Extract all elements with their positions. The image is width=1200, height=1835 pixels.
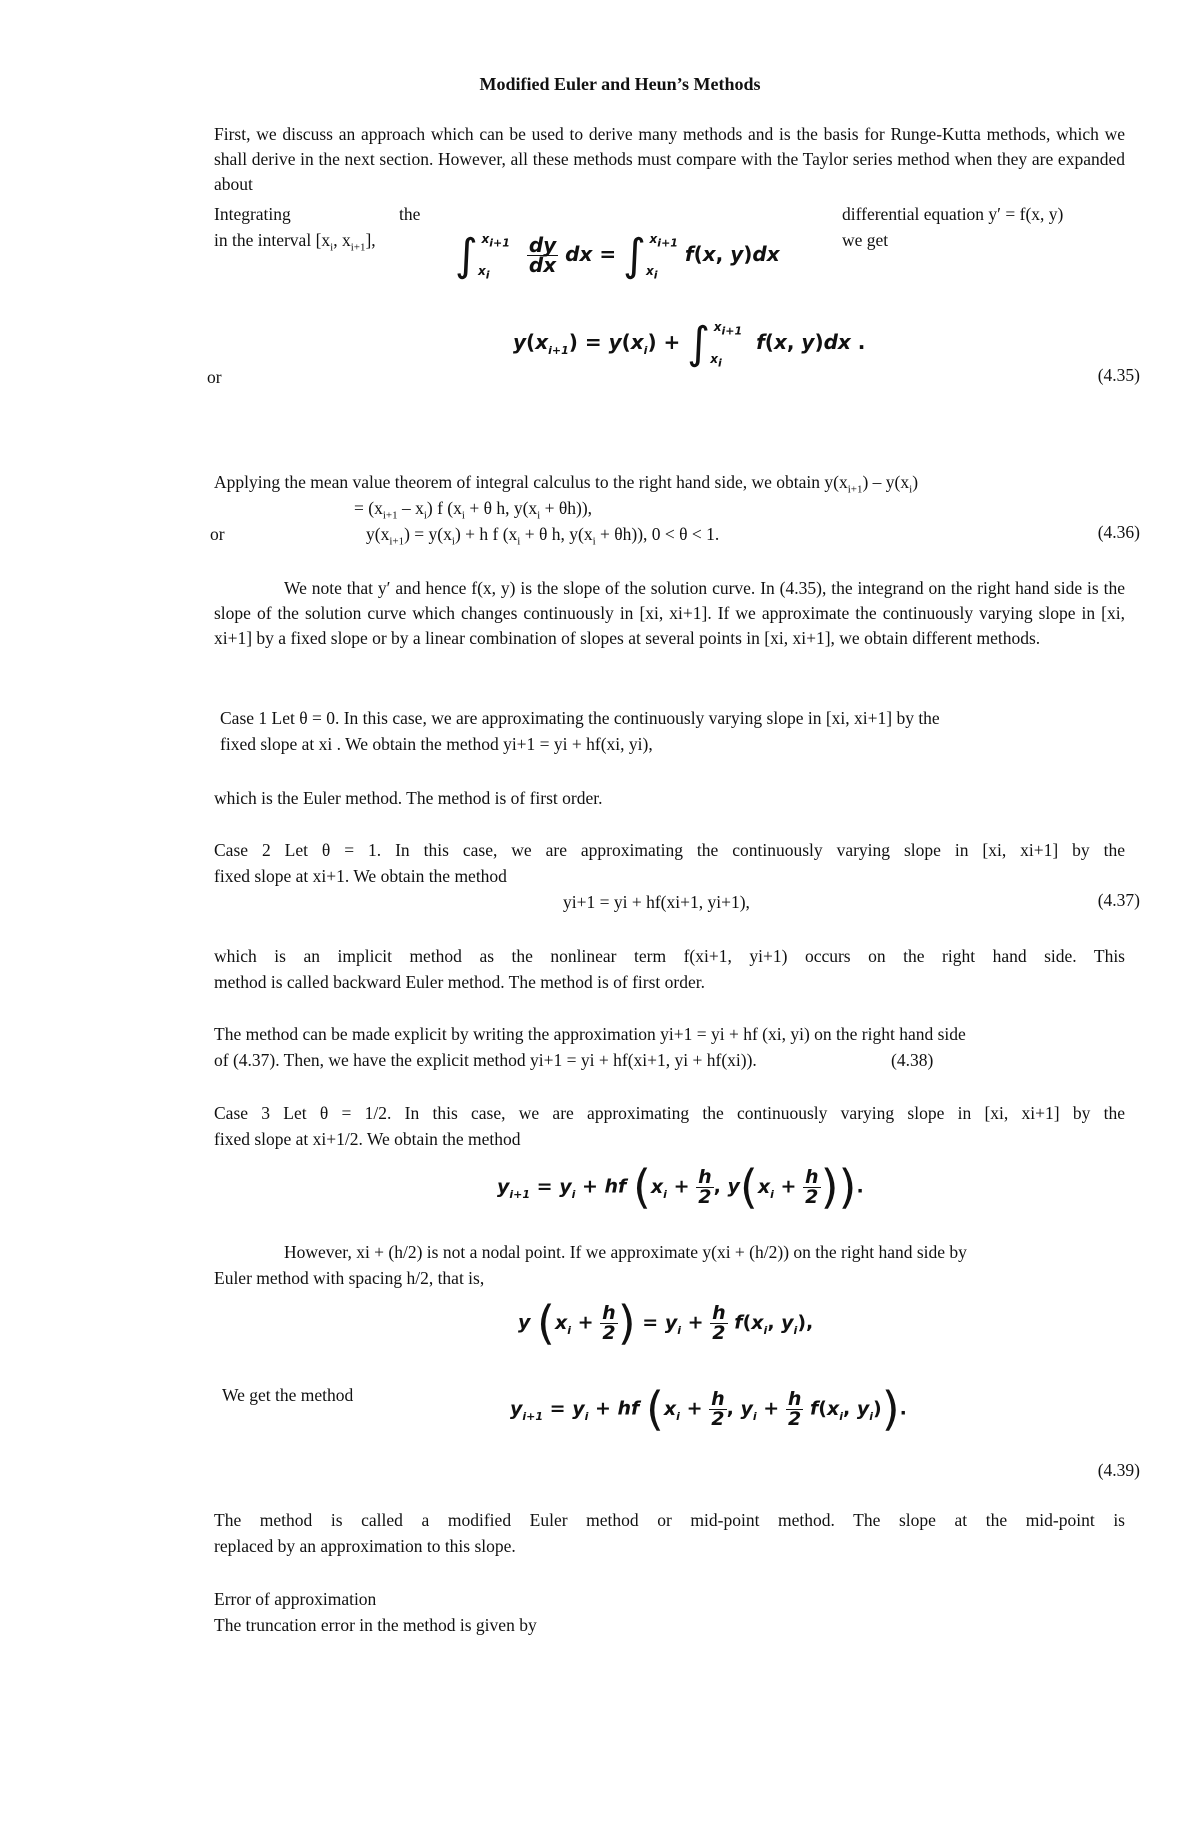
midpoint-equation: $y_{i+1} = y_i$ + hf ($x_i$ + $\frac{h}{2}$ , $y(x_i$ + $\frac{h}{2}$ )). [497,1160,864,1214]
modified-line-1: The method is called a modified Euler method or mid-point method. The slope at the mid-point is [214,1510,1125,1530]
modified-line-2: replaced by an approximation to this slope. [214,1536,516,1556]
equation-number-4-35: (4.35) [1097,365,1140,385]
the-word: the [399,204,421,224]
case3-line-1: Case 3 Let θ = 1/2. In this case, we are approximating the continuously varying slope in [xi, xi+1] by the [214,1103,1125,1123]
case2-line-1: Case 2 Let θ = 1. In this case, we are approximating the continuously varying slope in [xi, xi+1] by the [214,840,1125,860]
explicit-line-1: The method can be made explicit by writing the approximation yi+1 = yi + hf (xi, yi) on the right hand side [214,1024,966,1044]
slope-paragraph: We note that y′ and hence f(x, y) is the slope of the solution curve. In (4.35), the integrand on the right hand side is the slope of the solution curve which changes continuously in [xi, xi+1]. If we approximate the continuously varying slope in [xi, xi+1] by a fixed slope or by a linear combination of slopes at several points in [xi, xi+1], we obtain different methods. [214,578,1125,648]
equation-number-4-36: (4.36) [1097,522,1140,542]
or-label-436: or [210,524,225,544]
page-title: Modified Euler and Heun’s Methods [479,74,761,94]
case1-line-1: Case 1 Let θ = 0. In this case, we are approximating the continuously varying slope in [xi, xi+1] by the [220,708,940,728]
interval-text: in the interval [$x_i$, $x_{i+1}$], [214,230,376,254]
equation-number-4-39: (4.39) [1097,1460,1140,1480]
we-get-method: We get the method [222,1385,354,1405]
mvt-line-3: $y(x_{i+1}) = y(x_i) + h$ f ($x_i + \theta$ h, $y(x_i + \theta h)$), 0 < θ < 1. [366,524,720,548]
equation-4-39: $y_{i+1} = y_i$ + hf ($x_i$ + $\frac{h}{2}$ , $y_i$ + $\frac{h}{2}$ $f(x_i$, $y_i$)). [510,1382,907,1436]
euler-halfstep-equation: y ($x_i$ + $\frac{h}{2}$ ) = $y_i$ + $\frac{h}{2}$ $f(x_i$, $y_i$), [518,1296,814,1350]
case3-line-2: fixed slope at xi+1/2. We obtain the method [214,1129,521,1149]
however-line-2: Euler method with spacing h/2, that is, [214,1268,485,1288]
mvt-line-2: = $(x_{i+1} - x_i)$ f ($x_i + \theta$ h, $y(x_i + \theta h)$), [354,498,593,522]
integrating-word: Integrating [214,204,291,224]
differential-equation-text: differential equation y′ = f(x, y) [842,204,1064,224]
mvt-line-1: Applying the mean value theorem of integral calculus to the right hand side, we obtain $y(x_{i+1}) - y(x_i)$ [214,472,919,496]
or-label-435: or [207,367,222,387]
integral-equation: $\int_{x_i}^{x_{i+1}}$ $\frac{dy}{dx}$ dx = $\int_{x_i}^{x_{i+1}}$ f(x, y)dx [455,230,780,282]
however-line-1: However, xi + (h/2) is not a nodal point. If we approximate y(xi + (h/2)) on the right hand side by [284,1242,967,1262]
case1-after: which is the Euler method. The method is of first order. [214,788,603,808]
equation-number-4-38: (4.38) [891,1050,934,1070]
equation-4-35: $y(x_{i+1}) = y(x_i) + \int_{x_i}^{x_{i+1}}$ f(x, y)dx . [513,318,866,370]
case2-after-2: method is called backward Euler method. The method is of first order. [214,972,705,992]
equation-4-37: yi+1 = yi + hf(xi+1, yi+1), [563,892,750,912]
intro-paragraph: First, we discuss an approach which can be used to derive many methods and is the basis for Runge-Kutta methods, which we shall derive in the next section. However, all these methods must compare with the Taylor series method when they are expanded about [214,124,1125,194]
equation-number-4-37: (4.37) [1097,890,1140,910]
explicit-line-2: of (4.37). Then, we have the explicit method yi+1 = yi + hf(xi+1, yi + hf(xi)). [214,1050,757,1070]
error-heading: Error of approximation [214,1589,377,1609]
truncation-line: The truncation error in the method is given by [214,1615,537,1635]
we-get-text: we get [842,230,889,250]
case2-after-1: which is an implicit method as the nonlinear term f(xi+1, yi+1) occurs on the right hand side. This [214,946,1125,966]
case2-line-2: fixed slope at xi+1. We obtain the method [214,866,507,886]
case1-line-2: fixed slope at xi . We obtain the method yi+1 = yi + hf(xi, yi), [220,734,653,754]
